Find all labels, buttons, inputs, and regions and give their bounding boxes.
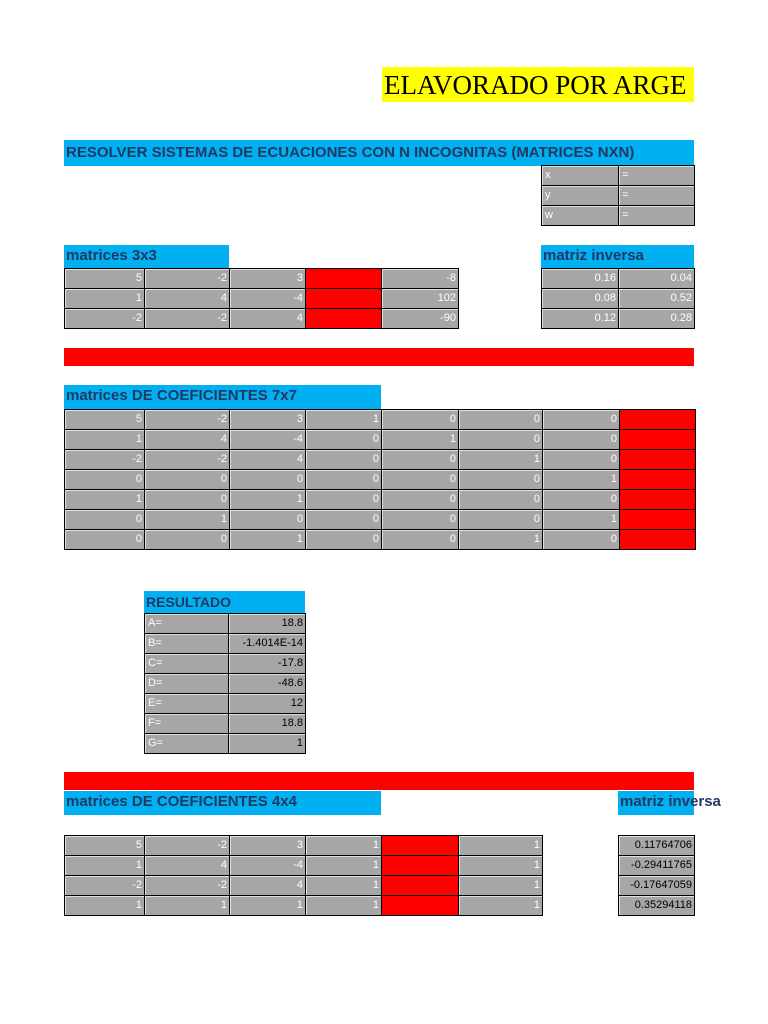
result-label-cell[interactable]: B= xyxy=(145,634,229,654)
m4-cell[interactable]: 1 xyxy=(65,856,145,876)
m7-cell[interactable]: 1 xyxy=(230,530,306,550)
m4-inverse-header: matriz inversa xyxy=(618,791,694,815)
m7-cell[interactable]: -2 xyxy=(145,410,230,430)
m7-cell[interactable]: 0 xyxy=(382,530,459,550)
m7-cell[interactable]: 0 xyxy=(306,490,382,510)
result-label-cell[interactable]: G= xyxy=(145,734,229,754)
result-label-cell[interactable]: D= xyxy=(145,674,229,694)
result-value-cell[interactable]: 12 xyxy=(229,694,306,714)
m4-cell[interactable]: 1 xyxy=(306,856,382,876)
m7-cell[interactable]: 4 xyxy=(230,450,306,470)
m7-table xyxy=(64,409,696,550)
m7-red-cell[interactable] xyxy=(620,430,696,450)
m7-cell[interactable]: 0 xyxy=(306,470,382,490)
m4-red-cell[interactable] xyxy=(382,856,459,876)
m3-inverse-table xyxy=(541,268,695,329)
section-n-header: RESOLVER SISTEMAS DE ECUACIONES CON N INCOGNITAS (MATRICES NXN) xyxy=(64,140,694,166)
var-name-cell[interactable]: x xyxy=(542,166,619,186)
m7-red-cell[interactable] xyxy=(620,470,696,490)
m7-cell[interactable]: 1 xyxy=(306,410,382,430)
m7-cell[interactable]: 0 xyxy=(459,490,543,510)
m7-cell[interactable]: 0 xyxy=(306,430,382,450)
m7-cell[interactable]: 0 xyxy=(543,410,620,430)
m7-cell[interactable]: -4 xyxy=(230,430,306,450)
m3-header: matrices 3x3 xyxy=(64,245,229,269)
m7-cell[interactable]: 0 xyxy=(65,510,145,530)
m4-cell[interactable]: -4 xyxy=(230,856,306,876)
m7-cell[interactable]: 1 xyxy=(230,490,306,510)
m4-cell[interactable]: 1 xyxy=(306,896,382,916)
m3-inverse-cell[interactable]: 0.08 xyxy=(542,289,619,309)
result-value-cell[interactable]: -48.6 xyxy=(229,674,306,694)
m7-cell[interactable]: 0 xyxy=(65,530,145,550)
m4-inverse-cell[interactable]: 0.35294118 xyxy=(619,896,695,916)
m7-cell[interactable]: 1 xyxy=(145,510,230,530)
m4-cell[interactable]: 1 xyxy=(65,896,145,916)
m7-cell[interactable]: 1 xyxy=(65,430,145,450)
m3-inverse-cell[interactable]: 0.04 xyxy=(619,269,695,289)
m3-cell[interactable]: -2 xyxy=(145,309,230,329)
m3-cell[interactable]: 1 xyxy=(65,289,145,309)
m7-cell[interactable]: 0 xyxy=(382,470,459,490)
result-header: RESULTADO xyxy=(144,591,305,613)
m3-red-cell[interactable] xyxy=(306,289,382,309)
m3-cell[interactable]: 4 xyxy=(145,289,230,309)
m7-cell[interactable]: 0 xyxy=(145,470,230,490)
m7-cell[interactable]: 0 xyxy=(382,410,459,430)
m4-cell[interactable]: -2 xyxy=(145,836,230,856)
m7-cell[interactable]: 0 xyxy=(306,510,382,530)
m7-cell[interactable]: 0 xyxy=(543,450,620,470)
m7-red-cell[interactable] xyxy=(620,410,696,430)
result-value-cell[interactable]: -17.8 xyxy=(229,654,306,674)
m7-cell[interactable]: 0 xyxy=(306,530,382,550)
m7-red-cell[interactable] xyxy=(620,530,696,550)
m7-red-cell[interactable] xyxy=(620,510,696,530)
m3-inverse-cell[interactable]: 0.12 xyxy=(542,309,619,329)
var-value-cell[interactable]: = xyxy=(619,186,695,206)
m7-cell[interactable]: -2 xyxy=(65,450,145,470)
m7-cell[interactable]: 3 xyxy=(230,410,306,430)
m7-cell[interactable]: 0 xyxy=(382,510,459,530)
red-separator xyxy=(64,772,694,790)
sheet-title: ELAVORADO POR ARGE xyxy=(382,67,694,102)
m4-inverse-cell[interactable]: -0.17647059 xyxy=(619,876,695,896)
m7-cell[interactable]: 0 xyxy=(459,470,543,490)
m7-cell[interactable]: 0 xyxy=(230,470,306,490)
result-value-cell[interactable]: 1 xyxy=(229,734,306,754)
m7-cell[interactable]: 0 xyxy=(459,510,543,530)
m3-cell[interactable]: 5 xyxy=(65,269,145,289)
m4-inverse-cell[interactable]: -0.29411765 xyxy=(619,856,695,876)
m3-inverse-cell[interactable]: 0.16 xyxy=(542,269,619,289)
m3-red-cell[interactable] xyxy=(306,309,382,329)
m3-table xyxy=(64,268,459,329)
red-separator xyxy=(64,348,694,366)
m7-cell[interactable]: 0 xyxy=(306,450,382,470)
m4-cell[interactable]: -2 xyxy=(145,876,230,896)
var-name-cell[interactable]: w xyxy=(542,206,619,226)
m4-inverse-table xyxy=(618,835,695,916)
m4-cell[interactable]: 4 xyxy=(230,876,306,896)
m3-cell[interactable]: 4 xyxy=(230,309,306,329)
m4-constant-cell[interactable]: 1 xyxy=(459,836,543,856)
var-value-cell[interactable]: = xyxy=(619,166,695,186)
m7-cell[interactable]: 5 xyxy=(65,410,145,430)
m3-constant-cell[interactable]: -8 xyxy=(382,269,459,289)
result-label-cell[interactable]: E= xyxy=(145,694,229,714)
m3-constant-cell[interactable]: 102 xyxy=(382,289,459,309)
m3-cell[interactable]: -4 xyxy=(230,289,306,309)
result-table xyxy=(144,613,306,754)
m4-cell[interactable]: 1 xyxy=(306,836,382,856)
m4-cell[interactable]: 1 xyxy=(306,876,382,896)
m4-red-cell[interactable] xyxy=(382,896,459,916)
m3-constant-cell[interactable]: -90 xyxy=(382,309,459,329)
result-value-cell[interactable]: 18.8 xyxy=(229,714,306,734)
m3-cell[interactable]: -2 xyxy=(65,309,145,329)
m4-red-cell[interactable] xyxy=(382,876,459,896)
m4-table xyxy=(64,835,543,916)
m4-cell[interactable]: -2 xyxy=(65,876,145,896)
m7-cell[interactable]: 4 xyxy=(145,430,230,450)
m7-cell[interactable]: 0 xyxy=(543,490,620,510)
m7-cell[interactable]: 0 xyxy=(230,510,306,530)
m3-cell[interactable]: -2 xyxy=(145,269,230,289)
m7-cell[interactable]: 1 xyxy=(543,510,620,530)
m4-cell[interactable]: 5 xyxy=(65,836,145,856)
m4-header: matrices DE COEFICIENTES 4x4 xyxy=(64,791,381,815)
m4-constant-cell[interactable]: 1 xyxy=(459,896,543,916)
m3-red-cell[interactable] xyxy=(306,269,382,289)
m7-cell[interactable]: 1 xyxy=(543,470,620,490)
variables-table xyxy=(541,165,695,226)
m7-cell[interactable]: 1 xyxy=(65,490,145,510)
result-label-cell[interactable]: F= xyxy=(145,714,229,734)
m4-cell[interactable]: 1 xyxy=(145,896,230,916)
m7-cell[interactable]: 0 xyxy=(459,410,543,430)
m3-inverse-cell[interactable]: 0.52 xyxy=(619,289,695,309)
m7-red-cell[interactable] xyxy=(620,490,696,510)
m3-inverse-cell[interactable]: 0.28 xyxy=(619,309,695,329)
result-label-cell[interactable]: A= xyxy=(145,614,229,634)
var-name-cell[interactable]: y xyxy=(542,186,619,206)
result-label-cell[interactable]: C= xyxy=(145,654,229,674)
m7-cell[interactable]: 0 xyxy=(382,490,459,510)
m3-cell[interactable]: 3 xyxy=(230,269,306,289)
m7-cell[interactable]: 0 xyxy=(145,490,230,510)
result-value-cell[interactable]: 18.8 xyxy=(229,614,306,634)
m4-cell[interactable]: 3 xyxy=(230,836,306,856)
m7-cell[interactable]: 0 xyxy=(382,450,459,470)
m7-cell[interactable]: 0 xyxy=(543,430,620,450)
m4-inverse-cell[interactable]: 0.11764706 xyxy=(619,836,695,856)
m4-cell[interactable]: 4 xyxy=(145,856,230,876)
m7-cell[interactable]: 0 xyxy=(145,530,230,550)
m7-cell[interactable]: 1 xyxy=(459,450,543,470)
m7-cell[interactable]: 0 xyxy=(459,430,543,450)
var-value-cell[interactable]: = xyxy=(619,206,695,226)
m7-cell[interactable]: 1 xyxy=(459,530,543,550)
m3-inverse-header: matriz inversa xyxy=(541,245,694,269)
m4-cell[interactable]: 1 xyxy=(230,896,306,916)
m7-cell[interactable]: 0 xyxy=(543,530,620,550)
m7-cell[interactable]: 1 xyxy=(382,430,459,450)
m7-red-cell[interactable] xyxy=(620,450,696,470)
result-value-cell[interactable]: -1.4014E-14 xyxy=(229,634,306,654)
m7-cell[interactable]: 0 xyxy=(65,470,145,490)
m4-constant-cell[interactable]: 1 xyxy=(459,876,543,896)
m7-cell[interactable]: -2 xyxy=(145,450,230,470)
m4-constant-cell[interactable]: 1 xyxy=(459,856,543,876)
m7-header: matrices DE COEFICIENTES 7x7 xyxy=(64,385,381,409)
m4-red-cell[interactable] xyxy=(382,836,459,856)
